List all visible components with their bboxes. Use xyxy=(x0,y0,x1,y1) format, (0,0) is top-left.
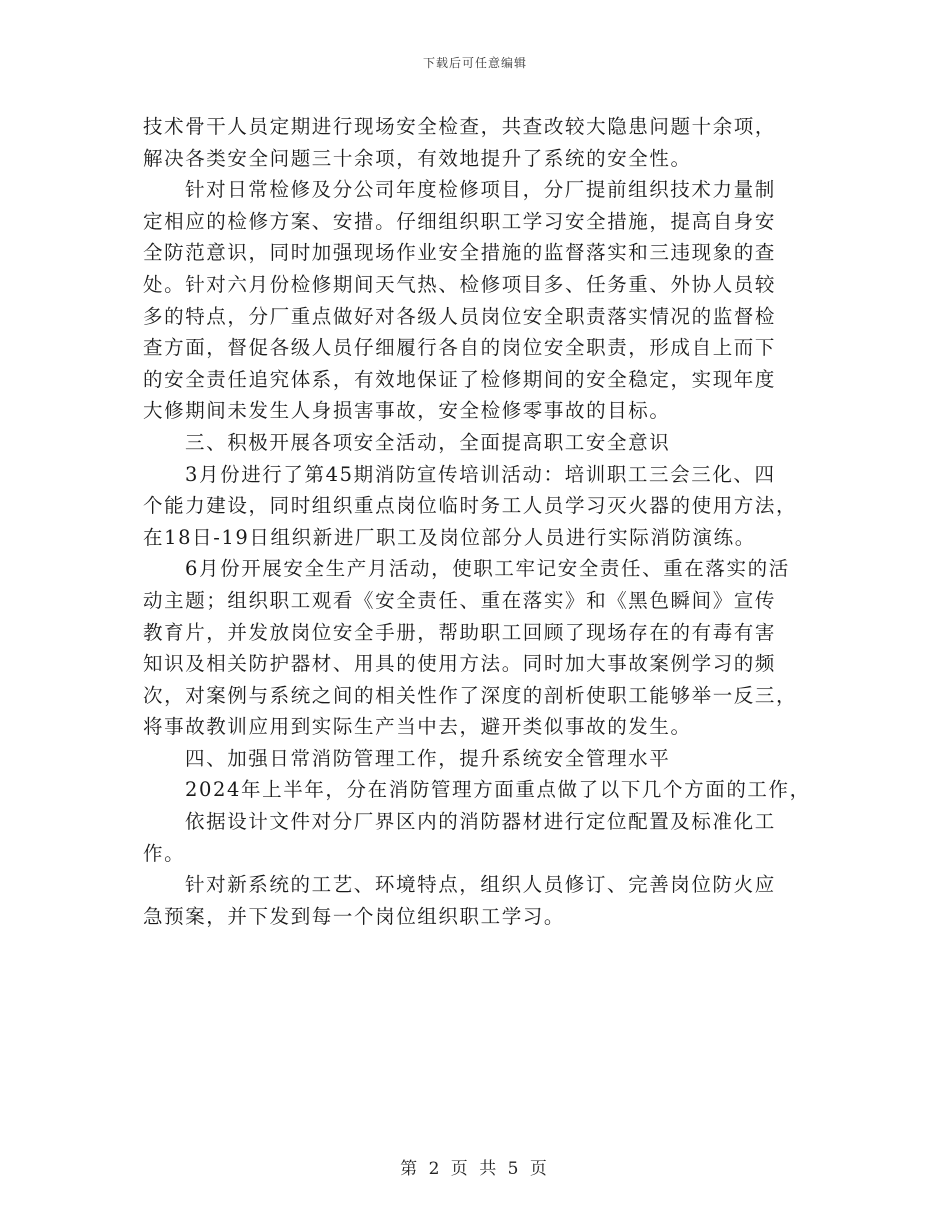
paragraph-start: 针对日常检修及分公司年度检修项目，分厂提前组织技术力量制 xyxy=(185,178,776,202)
paragraph-start: 3月份进行了第45期消防宣传培训活动：培训职工三会三化、四 xyxy=(185,462,776,486)
text-line: 解决各类安全问题三十余项，有效地提升了系统的安全性。 xyxy=(143,146,692,170)
text-line: 全防范意识，同时加强现场作业安全措施的监督落实和三违现象的查 xyxy=(143,241,777,265)
text-line: 知识及相关防护器材、用具的使用方法。同时加大事故案例学习的频 xyxy=(143,652,777,676)
text-line: 的安全责任追究体系，有效地保证了检修期间的安全稳定，实现年度 xyxy=(143,367,777,391)
page-header: 下载后可任意编辑 xyxy=(422,56,527,70)
paragraph-start: 2024年上半年，分在消防管理方面重点做了以下几个方面的工作， xyxy=(185,778,811,802)
body-text xyxy=(143,111,823,932)
text-line: 技术骨干人员定期进行现场安全检查，共查改较大隐患问题十余项， xyxy=(143,115,777,138)
text-line: 大修期间未发生人身损害事故，安全检修零事故的目标。 xyxy=(143,399,671,423)
text-line: 作。 xyxy=(143,841,186,865)
text-line: 急预案，并下发到每一个岗位组织职工学习。 xyxy=(143,904,566,928)
page-number: 第 2 页 共 5 页 xyxy=(400,1159,550,1179)
text-line: 定相应的检修方案、安措。仔细组织职工学习安全措施，提高自身安 xyxy=(143,209,777,233)
paragraph-start: 6月份开展安全生产月活动，使职工牢记安全责任、重在落实的活 xyxy=(185,557,790,581)
text-line: 处。针对六月份检修期间天气热、检修项目多、任务重、外协人员较 xyxy=(143,272,777,296)
paragraph-start: 针对新系统的工艺、环境特点，组织人员修订、完善岗位防火应 xyxy=(185,873,776,897)
text-line: 将事故教训应用到实际生产当中去，避开类似事故的发生。 xyxy=(143,715,692,739)
text-line: 教育片，并发放岗位安全手册，帮助职工回顾了现场存在的有毒有害 xyxy=(143,620,777,644)
text-line: 动主题；组织职工观看《安全责任、重在落实》和《黑色瞬间》宣传 xyxy=(143,588,777,612)
text-line: 查方面，督促各级人员仔细履行各自的岗位安全职责，形成自上而下 xyxy=(143,336,777,360)
text-line: 多的特点，分厂重点做好对各级人员岗位安全职责落实情况的监督检 xyxy=(143,304,777,328)
text-line: 次，对案例与系统之间的相关性作了深度的剖析使职工能够举一反三， xyxy=(143,683,798,707)
text-line: 个能力建设，同时组织重点岗位临时务工人员学习灭火器的使用方法， xyxy=(143,494,798,518)
section-heading: 三、积极开展各项安全活动，全面提高职工安全意识 xyxy=(185,430,671,454)
section-heading: 四、加强日常消防管理工作，提升系统安全管理水平 xyxy=(185,746,671,770)
paragraph-start: 依据设计文件对分厂界区内的消防器材进行定位配置及标准化工 xyxy=(185,810,776,834)
text-line: 在18日-19日组织新进厂职工及岗位部分人员进行实际消防演练。 xyxy=(143,525,756,549)
